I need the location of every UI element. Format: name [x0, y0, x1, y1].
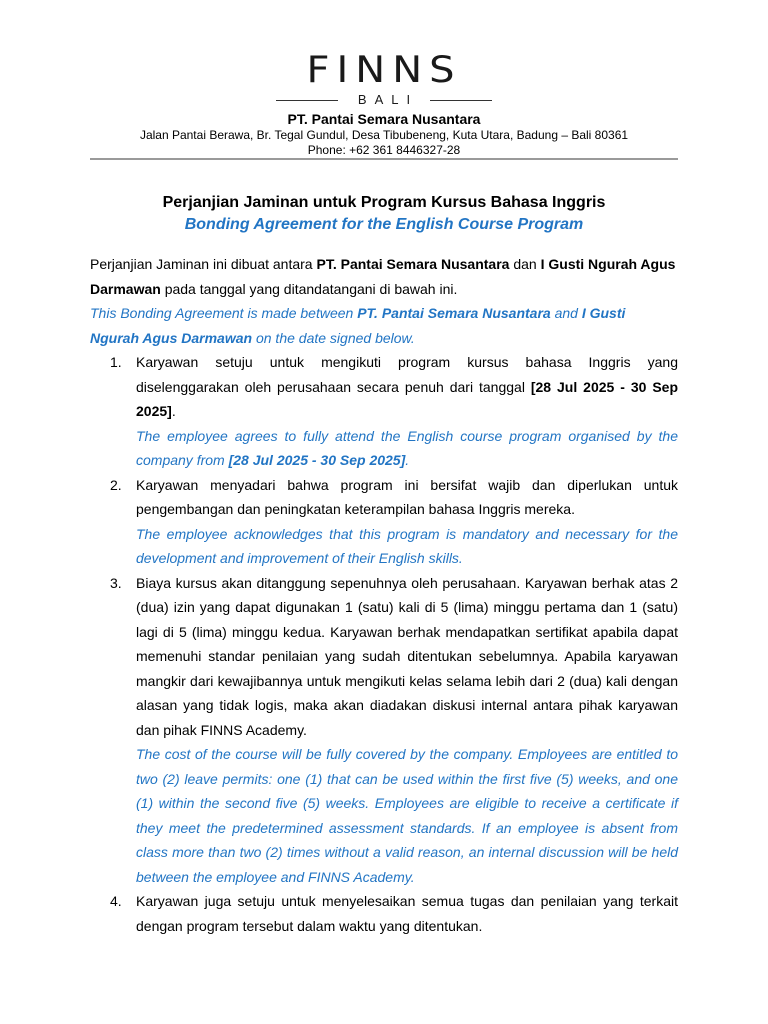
party-employee: I Gusti Ngurah Agus Darmawan [90, 305, 626, 346]
clause-item [90, 571, 678, 890]
intro-text: on the date signed below. [252, 329, 415, 346]
party-employee: I Gusti Ngurah Agus Darmawan [90, 256, 676, 297]
clause-item [90, 889, 678, 938]
clause-text: The employee agrees to fully attend the English course program organised by the company from [136, 427, 678, 468]
clause-item [90, 473, 678, 571]
party-company: PT. Pantai Semara Nusantara [316, 256, 510, 272]
logo-rule-left [276, 100, 338, 101]
clause-english [136, 424, 678, 473]
clause-english: The cost of the course will be fully covered by the company. Employees are entitled to two (2) leave permits: one (1) that can be used within the first five (5) weeks, and one (1) within the second five (5) weeks. Employees are eligible to receive a certificate if they meet the predetermined assessment standards. If an employee is absent from class more than two (2) times without a valid reason, an internal discussion will be held between the employee and FINNS Academy. [136, 746, 678, 885]
party-company: PT. Pantai Semara Nusantara [357, 305, 551, 321]
clause-text: . [171, 403, 176, 419]
clause-list [90, 350, 678, 938]
clause-item [90, 350, 678, 473]
clause-text: . [405, 452, 410, 468]
logo-wordmark: FINNS [306, 48, 462, 92]
clause-number: 2. [110, 476, 122, 493]
intro-text: This Bonding Agreement is made between [90, 305, 358, 321]
clause-text: Karyawan setuju untuk mengikuti program kursus bahasa Inggris yang diselenggarakan oleh perusahaan secara penuh dari tanggal [136, 354, 678, 395]
company-header [90, 111, 678, 158]
intro-text: and [550, 305, 582, 321]
intro-text: Perjanjian Jaminan ini dibuat antara [90, 256, 317, 272]
course-period: [28 Jul 2025 - 30 Sep 2025] [136, 378, 678, 419]
course-period: [28 Jul 2025 - 30 Sep 2025] [228, 452, 406, 468]
clause-number: 1. [110, 354, 122, 370]
intro-text: pada tanggal yang ditandatangani di bawah ini. [160, 280, 458, 297]
clause-number: 4. [110, 893, 122, 909]
header-divider [90, 158, 678, 160]
document-title: Perjanjian Jaminan untuk Program Kursus Bahasa Inggris [162, 194, 606, 211]
intro-indonesian [90, 252, 678, 301]
clause-english: The employee acknowledges that this program is mandatory and necessary for the development and improvement of their English skills. [136, 525, 678, 566]
agreement-body [90, 252, 678, 938]
clause-indonesian: Karyawan juga setuju untuk menyelesaikan semua tugas dan penilaian yang terkait dengan program tersebut dalam waktu yang ditentukan. [136, 893, 678, 934]
company-name: PT. Pantai Semara Nusantara [287, 111, 481, 127]
clause-indonesian [136, 350, 678, 424]
company-address: Jalan Pantai Berawa, Br. Tegal Gundul, Desa Tibubeneng, Kuta Utara, Badung – Bali 80361 [139, 128, 629, 142]
logo-location: BALI [357, 92, 419, 107]
logo-rule-right [430, 100, 492, 101]
document-title-english: Bonding Agreement for the English Course Program [184, 216, 584, 233]
clause-indonesian: Biaya kursus akan ditanggung sepenuhnya oleh perusahaan. Karyawan berhak atas 2 (dua) izin yang dapat digunakan 1 (satu) kali di 5 (lima) minggu pertama dan 1 (satu) lagi di 5 (lima) minggu kedua. Karyawan berhak mendapatkan sertifikat apabila dapat memenuhi standar penilaian yang sudah ditentukan sebelumnya. Apabila karyawan mangkir dari kewajibannya untuk mengikuti kelas selama lebih dari 2 (dua) kali dengan alasan yang tidak logis, maka akan diadakan diskusi internal antara pihak karyawan dan pihak FINNS Academy. [136, 574, 678, 738]
company-phone: Phone: +62 361 8446327-28 [307, 143, 461, 157]
intro-english [90, 301, 678, 350]
logo-subline [270, 92, 498, 108]
intro-text: dan [509, 256, 541, 272]
clause-indonesian: Karyawan menyadari bahwa program ini bersifat wajib dan diperlukan untuk pengembangan dan peningkatan keterampilan bahasa Inggris mereka. [136, 476, 678, 517]
clause-number: 3. [110, 574, 122, 591]
finns-bali-logo [270, 50, 498, 110]
